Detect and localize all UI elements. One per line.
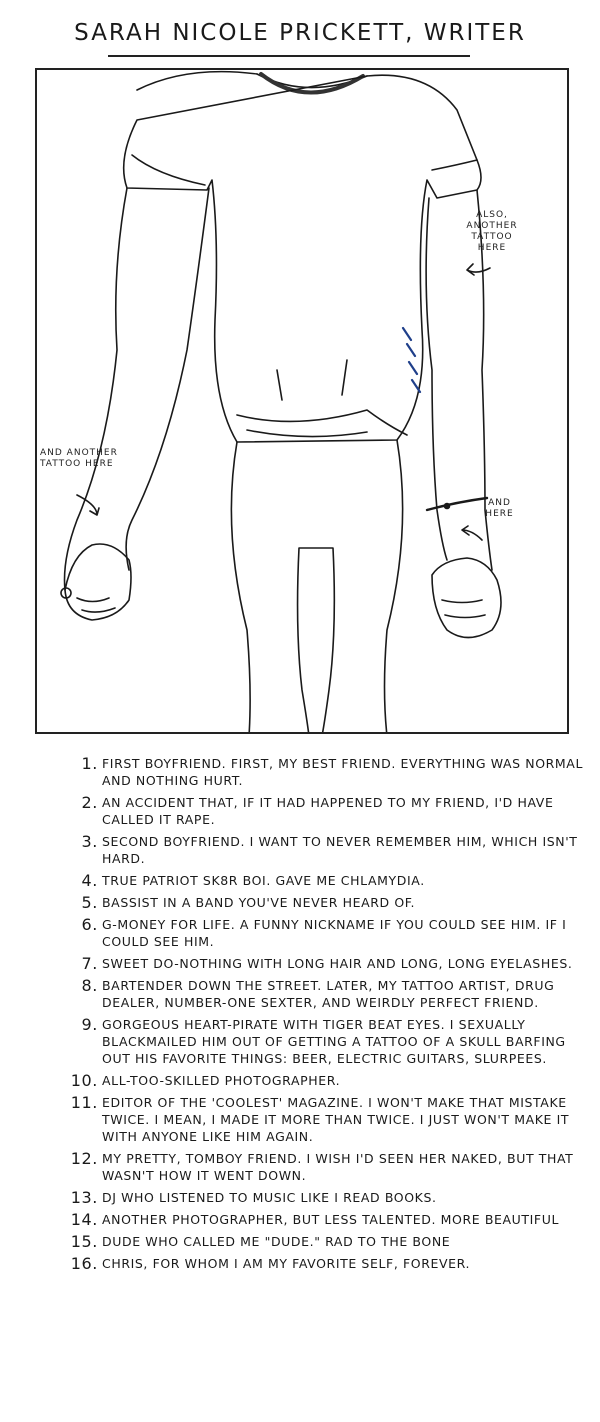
item-text: TRUE PATRIOT SK8R BOI. GAVE ME CHLAMYDIA.: [102, 873, 425, 888]
item-number: 14.: [70, 1210, 98, 1229]
item-text: CHRIS, FOR WHOM I AM MY FAVORITE SELF, FOREVER.: [102, 1256, 471, 1271]
arrow-upper: [467, 264, 490, 275]
item-text: DJ WHO LISTENED TO MUSIC LIKE I READ BOOKS.: [102, 1190, 437, 1205]
item-number: 2.: [81, 793, 98, 812]
annotation-right-wrist: AND HERE: [485, 498, 514, 519]
list-item: [70, 1016, 585, 1067]
item-text: G-MONEY FOR LIFE. A FUNNY NICKNAME IF YOU COULD SEE HIM. IF I COULD SEE HIM.: [102, 917, 567, 949]
item-number: 9.: [81, 1015, 98, 1034]
tattoo-list: [70, 755, 585, 1277]
list-item: [70, 977, 585, 1011]
item-number: 13.: [70, 1188, 98, 1207]
shirt-outline: [124, 72, 481, 442]
item-text: EDITOR OF THE 'COOLEST' MAGAZINE. I WON'T MAKE THAT MISTAKE TWICE. I MEAN, I MADE IT MORE THAN TWICE. I JUST WON'T MAKE IT WITH ANYONE LIKE HIM AGAIN.: [102, 1095, 570, 1144]
list-item: [70, 955, 585, 972]
item-number: 6.: [81, 915, 98, 934]
item-text: AN ACCIDENT THAT, IF IT HAD HAPPENED TO MY FRIEND, I'D HAVE CALLED IT RAPE.: [102, 795, 554, 827]
list-item: [70, 1189, 585, 1206]
list-item: [70, 1233, 585, 1250]
item-number: 16.: [70, 1254, 98, 1273]
list-item: [70, 794, 585, 828]
arrow-wrist: [462, 526, 482, 540]
list-item: [70, 833, 585, 867]
item-number: 5.: [81, 893, 98, 912]
item-text: SECOND BOYFRIEND. I WANT TO NEVER REMEMBER HIM, WHICH ISN'T HARD.: [102, 834, 578, 866]
left-arm: [65, 188, 128, 590]
figure-drawing: [37, 70, 569, 734]
illustration-frame: [35, 68, 569, 734]
item-number: 7.: [81, 954, 98, 973]
list-item: [70, 1150, 585, 1184]
right-hand: [432, 558, 501, 638]
item-text: FIRST BOYFRIEND. FIRST, MY BEST FRIEND. EVERYTHING WAS NORMAL AND NOTHING HURT.: [102, 756, 584, 788]
item-number: 4.: [81, 871, 98, 890]
item-number: 10.: [70, 1071, 98, 1090]
forearm-tattoo: [403, 328, 420, 392]
item-text: GORGEOUS HEART-PIRATE WITH TIGER BEAT EYES. I SEXUALLY BLACKMAILED HIM OUT OF GETTING A TATTOO OF A SKULL BARFING OUT HIS FAVORITE THINGS: BEER, ELECTRIC GUITARS, SLURPEES.: [102, 1017, 566, 1066]
page-title: SARAH NICOLE PRICKETT, WRITER: [74, 20, 526, 46]
item-text: BASSIST IN A BAND YOU'VE NEVER HEARD OF.: [102, 895, 416, 910]
annotation-upper-arm: ALSO, ANOTHER TATTOO HERE: [466, 210, 518, 253]
list-item: [70, 894, 585, 911]
item-text: MY PRETTY, TOMBOY FRIEND. I WISH I'D SEEN HER NAKED, BUT THAT WASN'T HOW IT WENT DOWN.: [102, 1151, 574, 1183]
legs-outline: [231, 442, 250, 734]
list-item: [70, 916, 585, 950]
item-number: 12.: [70, 1149, 98, 1168]
list-item: [70, 1211, 585, 1228]
left-hand: [65, 544, 131, 620]
item-number: 1.: [81, 754, 98, 773]
item-number: 3.: [81, 832, 98, 851]
list-item: [70, 872, 585, 889]
item-text: SWEET DO-NOTHING WITH LONG HAIR AND LONG, LONG EYELASHES.: [102, 956, 573, 971]
item-number: 11.: [70, 1093, 98, 1112]
item-text: DUDE WHO CALLED ME "DUDE." RAD TO THE BONE: [102, 1234, 451, 1249]
item-text: ANOTHER PHOTOGRAPHER, BUT LESS TALENTED. MORE BEAUTIFUL: [102, 1212, 560, 1227]
list-item: [70, 1255, 585, 1272]
list-item: [70, 1072, 585, 1089]
title-underline: [108, 55, 470, 57]
item-number: 15.: [70, 1232, 98, 1251]
item-text: BARTENDER DOWN THE STREET. LATER, MY TATTOO ARTIST, DRUG DEALER, NUMBER-ONE SEXTER, AND WEIRDLY PERFECT FRIEND.: [102, 978, 555, 1010]
annotation-left-wrist: AND ANOTHER TATTOO HERE: [40, 448, 118, 469]
list-item: [70, 755, 585, 789]
list-item: [70, 1094, 585, 1145]
item-text: ALL-TOO-SKILLED PHOTOGRAPHER.: [102, 1073, 341, 1088]
item-number: 8.: [81, 976, 98, 995]
